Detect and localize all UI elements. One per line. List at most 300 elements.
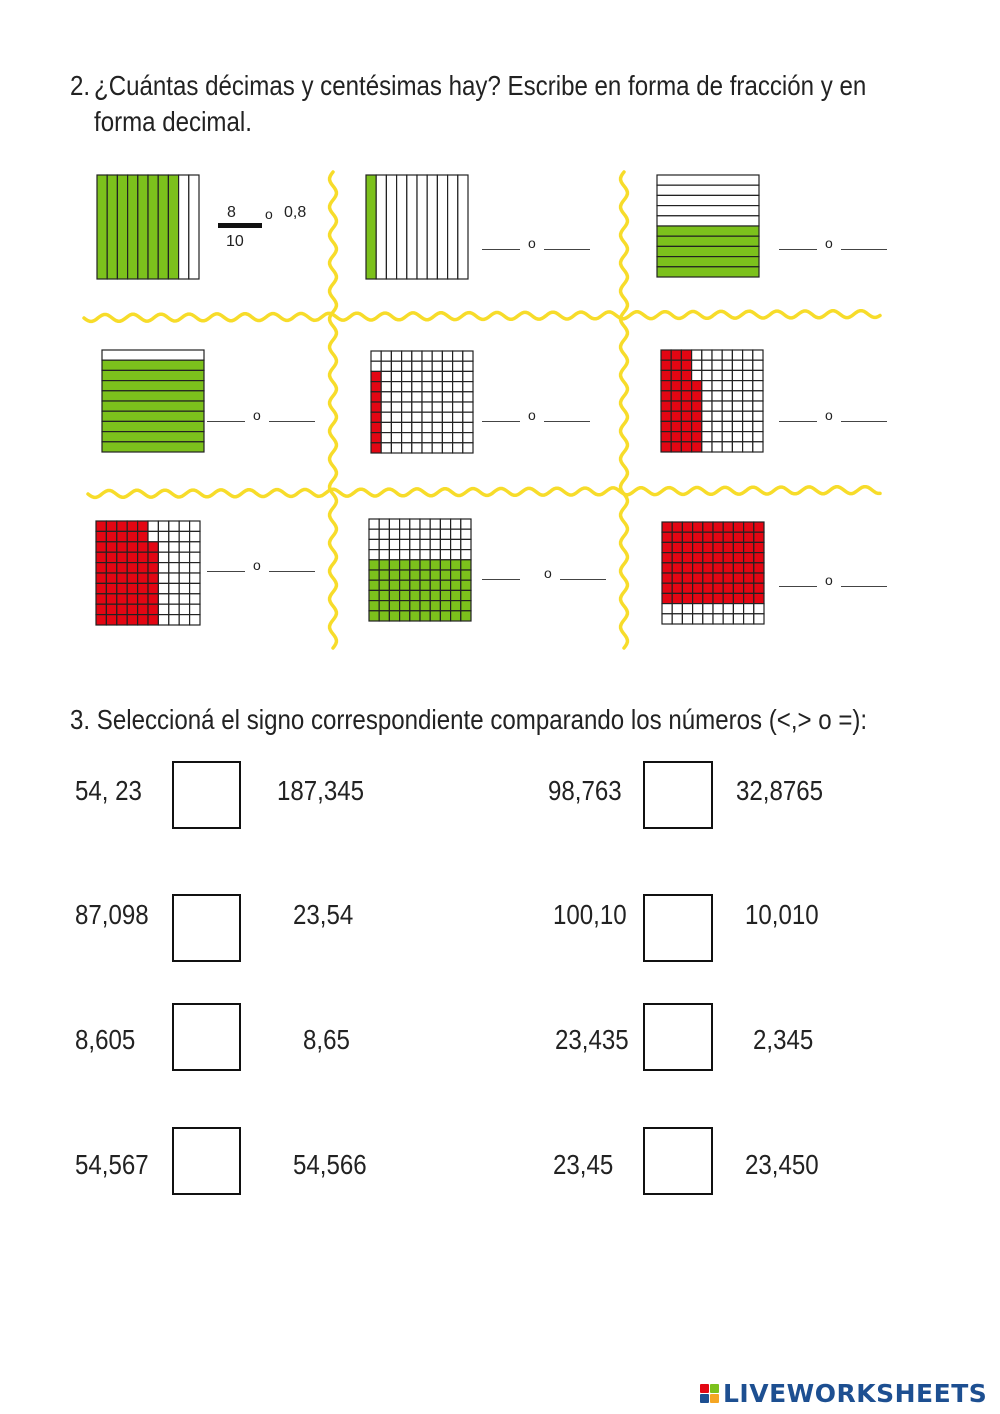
question-2-line-1: ¿Cuántas décimas y centésimas hay? Escribe en forma de fracción y en [94,70,867,101]
fraction-answer-blank[interactable] [779,586,817,587]
hundredth-cell [661,350,671,360]
hundredth-cell [743,442,753,452]
hundredth-cell [430,580,440,590]
hundredth-cell [127,604,137,614]
hundredth-cell [148,583,158,593]
hundredth-cell [732,421,742,431]
hundredth-cell [371,402,381,412]
hundredth-cell [440,570,450,580]
hundredth-cell [692,401,702,411]
hundredth-cell [754,573,764,583]
hundredth-cell [682,614,692,624]
hundredth-cell [692,350,702,360]
fraction-answer-blank[interactable] [207,571,245,572]
hundredth-cell [743,370,753,380]
hundredth-cell [754,542,764,552]
hundredth-cell [391,371,401,381]
hundredth-cell [754,563,764,573]
hundredth-cell [127,563,137,573]
tenth-strip [376,175,386,279]
comparison-sign-box[interactable] [172,1003,241,1071]
hundredth-cell [661,381,671,391]
hundredth-cell [440,519,450,529]
hundredth-cell [442,443,452,453]
hundredth-cell [420,539,430,549]
decimal-answer-blank[interactable] [269,571,315,572]
hundredth-cell [681,360,691,370]
fraction-figure-1 [96,174,200,280]
hundredth-cell [743,411,753,421]
hundredth-cell [179,531,189,541]
hundredth-cell [379,519,389,529]
hundredth-cell [381,371,391,381]
fraction-answer-blank[interactable] [779,421,817,422]
hundredth-cell [96,583,106,593]
fraction-figure-7 [95,520,201,626]
decimal-answer-blank[interactable] [544,249,590,250]
wavy-line [621,172,628,648]
hundredth-cell [712,370,722,380]
hundredth-cell [733,522,743,532]
hundredth-cell [422,361,432,371]
hundredth-cell [682,553,692,563]
hundredth-cell [391,443,401,453]
fraction-answer-blank[interactable] [779,249,817,250]
hundredth-cell [453,351,463,361]
hundredth-cell [463,371,473,381]
hundredth-cell [662,553,672,563]
hundredth-cell [671,421,681,431]
hundredth-cell [422,433,432,443]
hundredth-cell [106,615,116,625]
hundredth-cell [430,601,440,611]
comparison-sign-box[interactable] [643,1127,713,1195]
hundredth-cell [661,391,671,401]
hundredth-cell [442,351,452,361]
hundredth-cell [713,532,723,542]
hundredth-cell [412,422,422,432]
compare-number-right-b: 2,345 [753,1024,814,1055]
hundredth-cell [453,412,463,422]
hundredth-cell [732,370,742,380]
hundredth-cell [661,421,671,431]
hundredth-cell [723,563,733,573]
compare-number-left-a: 87,098 [75,899,149,930]
hundredth-cell [723,593,733,603]
hundredth-cell [461,550,471,560]
hundredth-cell [743,432,753,442]
hundredth-cell [702,411,712,421]
hundredth-cell [463,402,473,412]
hundredth-cell [662,532,672,542]
tenth-strip [117,175,127,279]
hundredth-cell [723,542,733,552]
hundredth-cell [661,442,671,452]
hundredth-cell [158,531,168,541]
hundredth-cell [713,522,723,532]
hundredth-cell [672,532,682,542]
hundredth-cell [402,422,412,432]
hundredth-cell [412,412,422,422]
hundredth-cell [753,350,763,360]
hundredth-cell [381,422,391,432]
hundredth-cell [743,391,753,401]
hundredth-cell [722,360,732,370]
hundredth-cell [117,594,127,604]
hundredth-cell [422,371,432,381]
tenth-strip [657,206,759,216]
hundredth-cell [440,560,450,570]
hundredth-cell [369,590,379,600]
fraction-figure-4 [101,349,205,453]
fraction-answer-blank[interactable] [207,421,245,422]
tenth-strip [448,175,458,279]
hundredth-cell [743,360,753,370]
hundredth-cell [440,539,450,549]
hundredth-cell [681,432,691,442]
hundredth-cell [369,529,379,539]
hundredth-cell [671,360,681,370]
tenth-strip [102,442,204,452]
tenth-strip [148,175,158,279]
hundredth-cell [410,601,420,611]
hundredth-cell [733,583,743,593]
hundredth-cell [430,519,440,529]
hundredth-cell [732,381,742,391]
hundredth-cell [400,611,410,621]
hundredth-cell [179,552,189,562]
tenth-strip [657,246,759,256]
hundredth-cell [430,560,440,570]
hundredth-cell [440,590,450,600]
hundredth-cell [106,573,116,583]
comparison-sign-box[interactable] [172,1127,241,1195]
hundredth-cell [461,611,471,621]
hundredth-cell [451,580,461,590]
hundredth-cell [733,542,743,552]
hundredth-cell [662,542,672,552]
tenth-strip [397,175,407,279]
compare-number-right-a: 23,45 [553,1149,614,1180]
hundredth-cell [461,519,471,529]
decimal-answer-blank[interactable] [841,421,887,422]
hundredth-cell [451,570,461,580]
hundredth-cell [391,382,401,392]
hundredth-cell [754,522,764,532]
hundredth-cell [158,604,168,614]
logo-square [710,1384,719,1393]
fraction-bar [218,223,262,228]
hundredth-cell [410,611,420,621]
hundredth-cell [138,521,148,531]
hundredth-cell [420,580,430,590]
hundredth-cell [671,442,681,452]
hundredth-cell [430,590,440,600]
hundredth-cell [713,593,723,603]
example-numerator: 8 [227,204,236,221]
hundredth-cell [369,570,379,580]
compare-number-left-a: 54,567 [75,1149,149,1180]
wavy-line [88,487,880,498]
hundredth-cell [420,570,430,580]
hundredth-cell [722,411,732,421]
hundredth-cell [722,391,732,401]
hundredth-cell [410,560,420,570]
hundredth-cell [369,580,379,590]
hundredth-cell [722,350,732,360]
decimal-answer-blank[interactable] [269,421,315,422]
hundredth-cell [692,421,702,431]
tenth-strip [657,257,759,267]
hundredth-cell [732,391,742,401]
hundredth-cell [692,360,702,370]
fraction-figure-3 [656,174,760,278]
hundredth-cell [400,539,410,549]
hundredth-cell [703,563,713,573]
hundredth-cell [672,593,682,603]
hundredth-cell [682,593,692,603]
hundredth-cell [461,529,471,539]
comparison-sign-box[interactable] [172,761,241,829]
fraction-answer-blank[interactable] [482,579,520,580]
hundredth-cell [732,360,742,370]
hundredth-cell [442,382,452,392]
hundredth-cell [723,522,733,532]
hundredth-cell [713,583,723,593]
hundredth-cell [381,433,391,443]
hundredth-cell [463,433,473,443]
hundredth-cell [754,583,764,593]
fraction-figure-2 [365,174,469,280]
logo-squares-icon [700,1384,719,1403]
hundredth-cell [400,560,410,570]
hundredth-cell [148,552,158,562]
hundredth-cell [440,611,450,621]
hundredth-cell [702,370,712,380]
hundredth-cell [422,382,432,392]
hundredth-cell [702,401,712,411]
hundredth-cell [400,519,410,529]
hundredth-cell [451,550,461,560]
hundredth-cell [369,601,379,611]
hundredth-cell [148,573,158,583]
decimal-answer-blank[interactable] [544,421,590,422]
hundredth-cell [682,583,692,593]
wavy-line [330,172,337,648]
compare-number-left-b: 23,54 [293,899,354,930]
hundredth-cell [682,604,692,614]
hundredth-cell [463,361,473,371]
hundredth-cell [692,411,702,421]
hundredth-cell [713,542,723,552]
hundredth-cell [169,521,179,531]
hundredth-cell [693,522,703,532]
hundredth-cell [169,594,179,604]
tenth-strip [657,195,759,205]
hundredth-cell [682,573,692,583]
hundredth-cell [453,433,463,443]
hundredth-cell [420,519,430,529]
hundredth-cell [381,392,391,402]
decimal-answer-blank[interactable] [560,579,606,580]
hundredth-cell [732,401,742,411]
hundredth-cell [371,382,381,392]
decimal-answer-blank[interactable] [841,249,887,250]
wavy-line [84,311,880,322]
hundredth-cell [453,402,463,412]
compare-number-right-a: 100,10 [553,899,627,930]
hundredth-cell [389,529,399,539]
hundredth-cell [420,611,430,621]
hundredth-cell [712,411,722,421]
hundredth-cell [671,432,681,442]
hundredth-cell [420,560,430,570]
hundredth-cell [430,529,440,539]
tenth-strip [102,391,204,401]
fraction-answer-blank[interactable] [482,249,520,250]
hundredth-cell [693,573,703,583]
hundredth-cell [169,531,179,541]
hundredth-cell [96,552,106,562]
comparison-sign-box[interactable] [643,761,713,829]
hundredth-cell [158,573,168,583]
hundredth-cell [389,601,399,611]
hundredth-cell [712,350,722,360]
comparison-sign-box[interactable] [172,894,241,962]
hundredth-cell [138,583,148,593]
decimal-answer-blank[interactable] [841,586,887,587]
hundredth-cell [400,550,410,560]
comparison-sign-box[interactable] [643,894,713,962]
fraction-answer-blank[interactable] [482,421,520,422]
comparison-sign-box[interactable] [643,1003,713,1071]
hundredth-cell [753,370,763,380]
hundredth-cell [190,583,200,593]
hundredth-cell [158,563,168,573]
hundredth-cell [106,604,116,614]
hundredth-cell [117,552,127,562]
hundredth-cell [391,392,401,402]
tenth-strip [102,401,204,411]
tenth-strip [657,226,759,236]
hundredth-cell [117,583,127,593]
hundredth-cell [744,532,754,542]
hundredth-cell [753,360,763,370]
hundredth-cell [138,542,148,552]
hundredth-cell [692,391,702,401]
hundredth-cell [712,401,722,411]
compare-number-right-b: 10,010 [745,899,819,930]
hundredth-cell [681,370,691,380]
hundredth-cell [744,573,754,583]
hundredth-cell [379,611,389,621]
hundredth-cell [723,532,733,542]
hundredth-cell [723,604,733,614]
hundredth-cell [440,580,450,590]
hundredth-cell [96,615,106,625]
compare-number-left-b: 54,566 [293,1149,367,1180]
hundredth-cell [190,573,200,583]
hundredth-cell [430,539,440,549]
hundredth-cell [410,580,420,590]
hundredth-cell [117,531,127,541]
hundredth-cell [422,422,432,432]
tenth-strip [366,175,376,279]
hundredth-cell [169,583,179,593]
hundredth-cell [672,604,682,614]
hundredth-cell [692,442,702,452]
hundredth-cell [402,351,412,361]
hundredth-cell [389,590,399,600]
hundredth-cell [693,542,703,552]
question-2-number: 2. [70,70,91,101]
hundredth-cell [179,604,189,614]
hundredth-cell [381,351,391,361]
tenth-strip [158,175,168,279]
hundredth-cell [190,604,200,614]
hundredth-cell [391,433,401,443]
hundredth-cell [371,371,381,381]
hundredth-cell [744,553,754,563]
hundredth-cell [389,519,399,529]
hundredth-cell [138,604,148,614]
hundredth-cell [410,529,420,539]
hundredth-cell [127,573,137,583]
hundredth-cell [442,371,452,381]
hundredth-cell [702,432,712,442]
tenth-strip [437,175,447,279]
hundredth-cell [712,360,722,370]
hundredth-cell [148,531,158,541]
hundredth-cell [661,370,671,380]
tenth-strip [102,350,204,360]
hundredth-cell [732,442,742,452]
hundredth-cell [389,570,399,580]
hundredth-cell [733,614,743,624]
hundredth-cell [400,601,410,611]
hundredth-cell [440,550,450,560]
hundredth-cell [412,361,422,371]
hundredth-cell [420,601,430,611]
hundredth-cell [169,604,179,614]
hundredth-cell [371,443,381,453]
hundredth-cell [671,381,681,391]
hundredth-cell [744,614,754,624]
hundredth-cell [723,583,733,593]
hundredth-cell [158,615,168,625]
hundredth-cell [672,542,682,552]
hundredth-cell [422,443,432,453]
hundredth-cell [681,350,691,360]
hundredth-cell [369,560,379,570]
hundredth-cell [402,443,412,453]
tenth-strip [657,185,759,195]
tenth-strip [168,175,178,279]
hundredth-cell [432,351,442,361]
hundredth-cell [692,381,702,391]
answer-connector: o [528,407,536,423]
hundredth-cell [733,563,743,573]
hundredth-cell [391,351,401,361]
hundredth-cell [672,614,682,624]
hundredth-cell [732,411,742,421]
hundredth-cell [703,542,713,552]
hundredth-cell [148,615,158,625]
hundredth-cell [400,590,410,600]
hundredth-cell [190,615,200,625]
hundredth-cell [96,531,106,541]
hundredth-cell [451,601,461,611]
